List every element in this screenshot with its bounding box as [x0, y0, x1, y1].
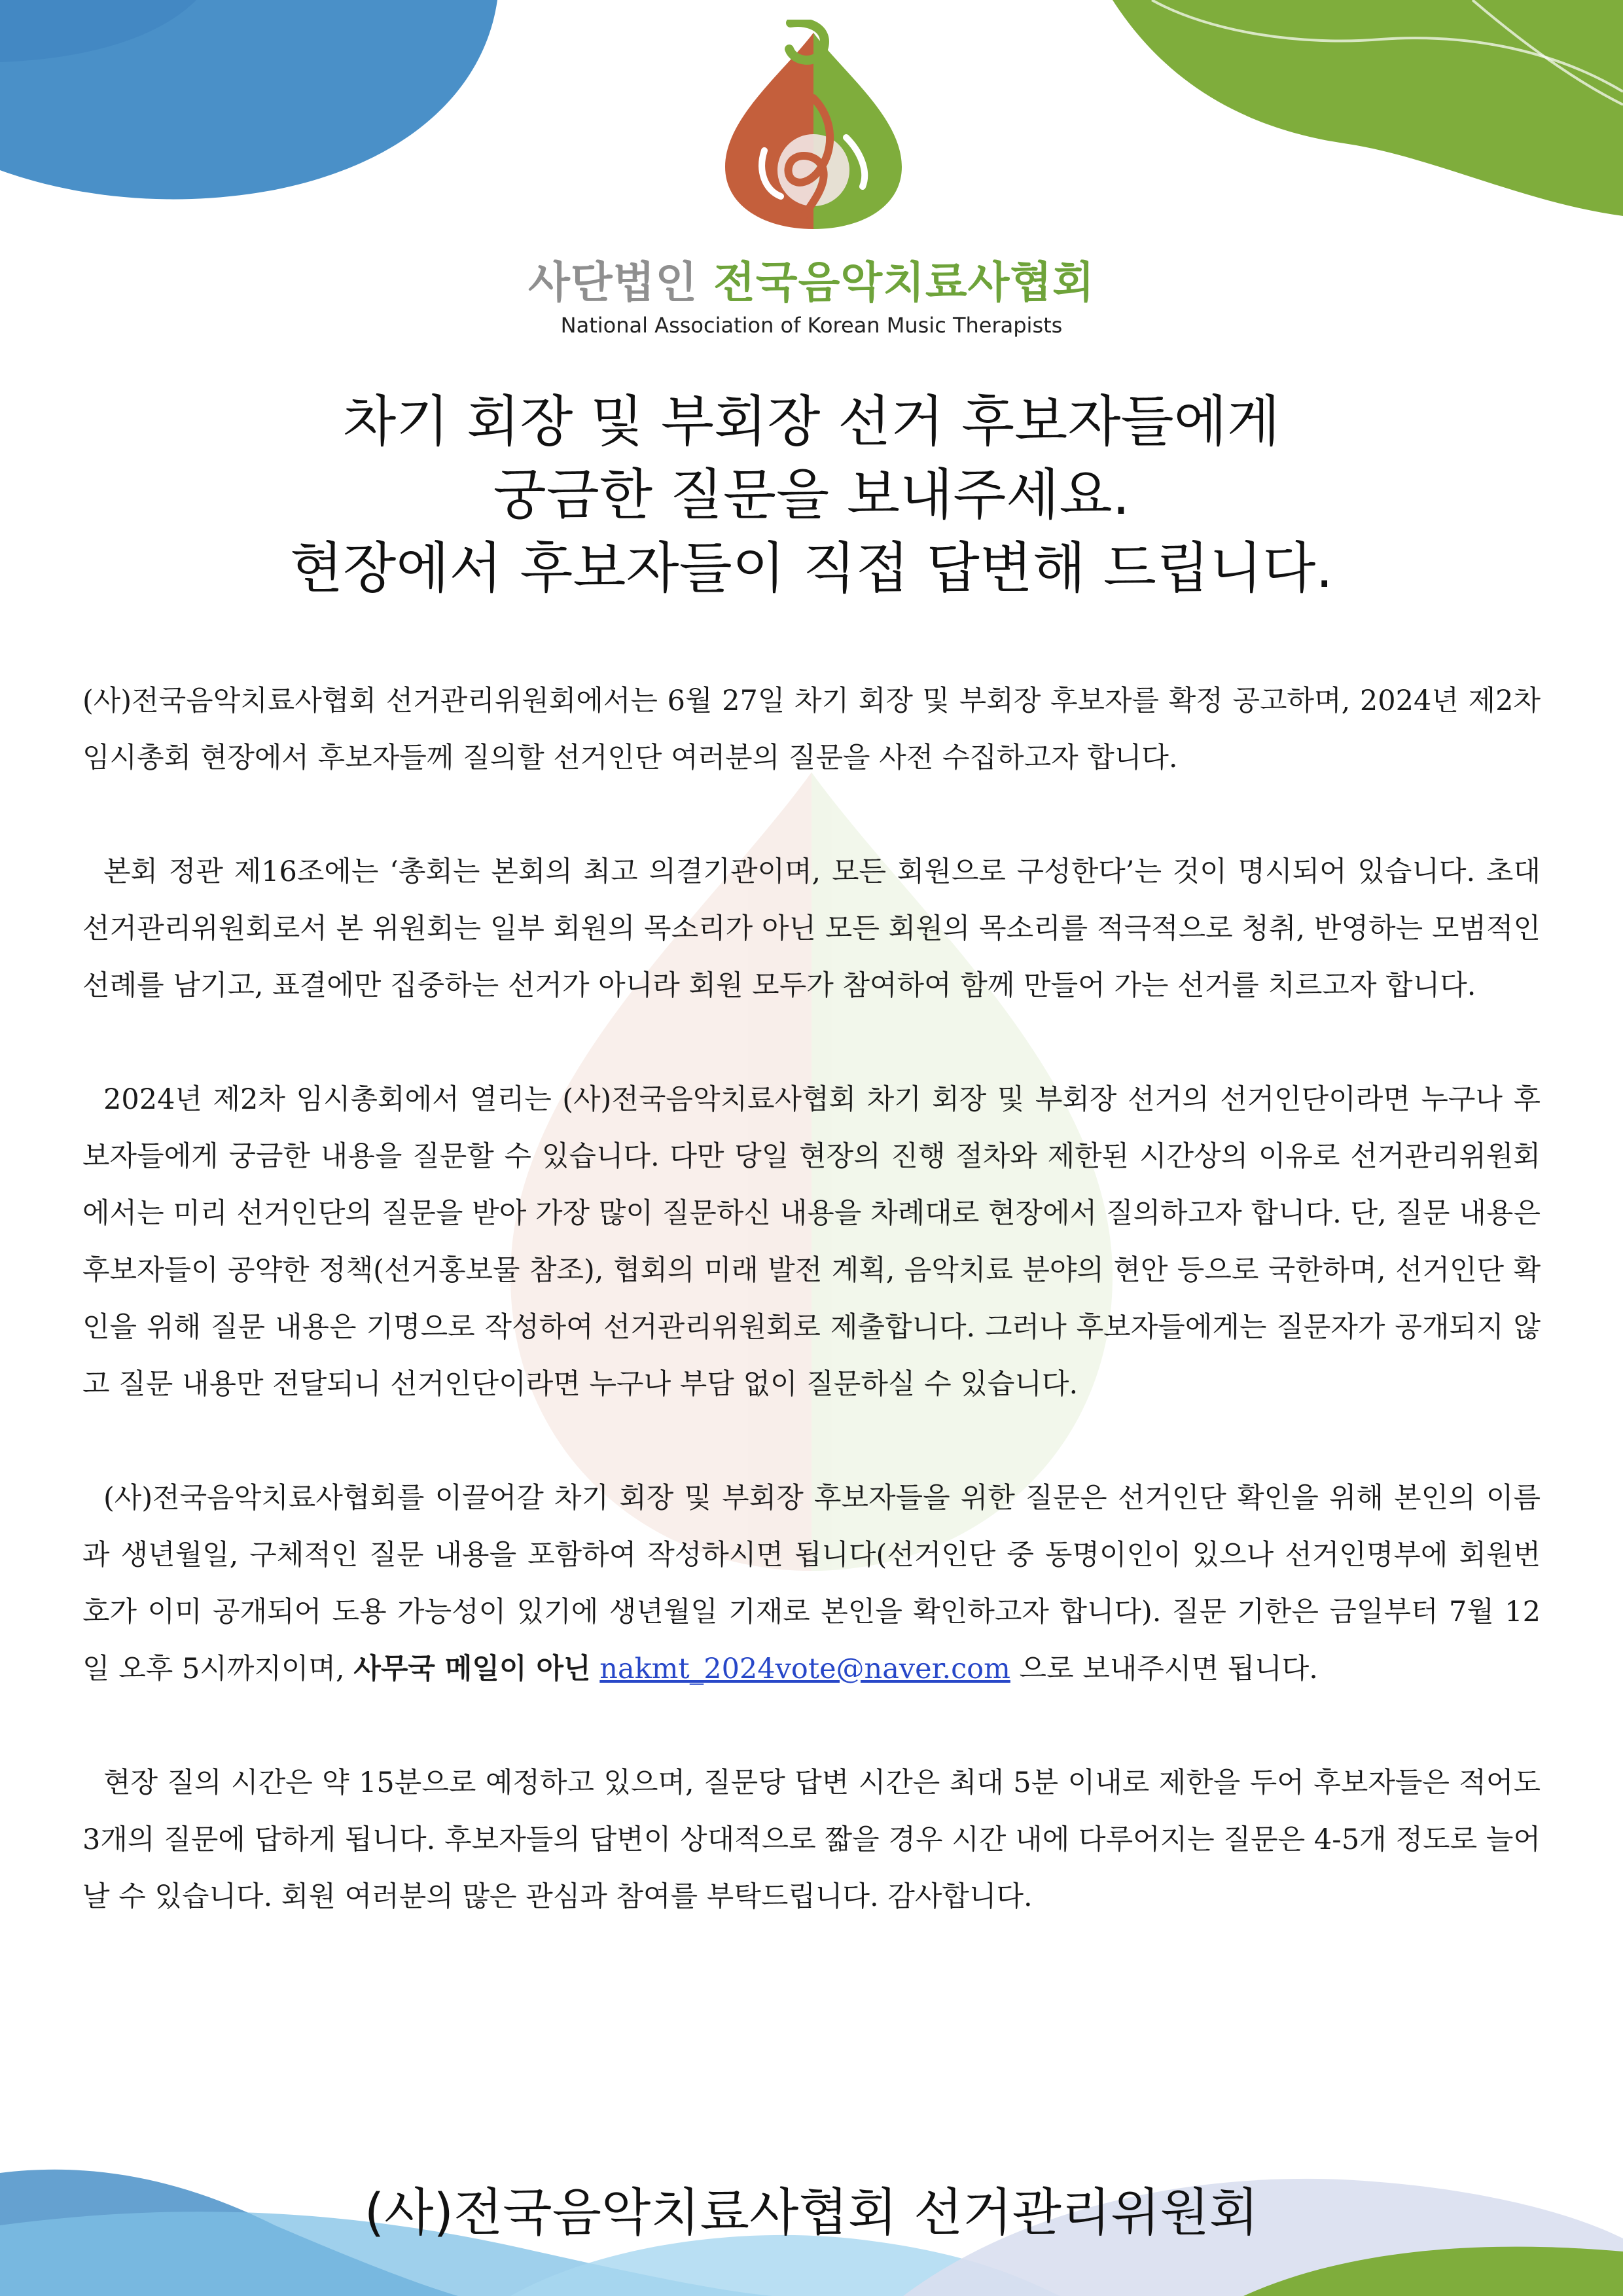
- submission-email-link[interactable]: nakmt_2024vote@naver.com: [599, 1653, 1010, 1685]
- organization-prefix: 사단법인: [528, 257, 698, 308]
- submission-closing-text: 으로 보내주시면 됩니다.: [1019, 1653, 1318, 1685]
- notice-body: [82, 673, 1541, 1982]
- headline-line-1: 차기 회장 및 부회장 선거 후보자들에게: [343, 389, 1280, 454]
- paragraph-bylaws: 본회 정관 제16조에는 ‘총회는 본회의 최고 의결기관이며, 모든 회원으로 구성한다’는 것이 명시되어 있습니다. 초대 선거관리위원회로서 본 위원회는 일부 회원의 목소리가 아닌 모든 회원의 목소리를 적극적으로 청취, 반영하는 모범적인 선례를 남기고, 표결에만 집중하는 선거가 아니라 회원 모두가 참여하여 함께 만들어 가는 선거를 치르고자 합니다.: [82, 855, 1541, 1002]
- headline: [0, 385, 1623, 605]
- organization-english-name: National Association of Korean Music Therapists: [560, 313, 1063, 338]
- association-logo: [712, 20, 915, 236]
- paragraph-schedule: 현장 질의 시간은 약 15분으로 예정하고 있으며, 질문당 답변 시간은 최대 5분 이내로 제한을 두어 후보자들은 적어도 3개의 질문에 답하게 됩니다. 후보자들의 답변이 상대적으로 짧을 경우 시간 내에 다루어지는 질문은 4-5개 정도로 늘어날 수 있습니다. 회원 여러분의 많은 관심과 참여를 부탁드립니다. 감사합니다.: [82, 1767, 1541, 1913]
- closing-signature: (사)전국음악치료사협회 선거관리위원회: [364, 2183, 1259, 2242]
- paragraph-intro: (사)전국음악치료사협회 선거관리위원회에서는 6월 27일 차기 회장 및 부회장 후보자를 확정 공고하며, 2024년 제2차 임시총회 현장에서 후보자들께 질의할 선거인단 여러분의 질문을 사전 수집하고자 합니다.: [82, 685, 1541, 774]
- headline-line-3: 현장에서 후보자들이 직접 답변해 드립니다.: [289, 536, 1334, 600]
- headline-line-2: 궁금한 질문을 보내주세요.: [493, 463, 1130, 527]
- submission-emphasis: 사무국 메일이 아닌: [353, 1653, 591, 1685]
- organization-name: [0, 247, 1623, 310]
- submission-text: (사)전국음악치료사협회를 이끌어갈 차기 회장 및 부회장 후보자들을 위한 질문은 선거인단 확인을 위해 본인의 이름과 생년월일, 구체적인 질문 내용을 포함하여 작성하시면 됩니다(선거인단 중 동명이인이 있으나 선거인명부에 회원번호가 이미 공개되어 도용 가능성이 있기에 생년월일 기재로 본인을 확인하고자 합니다). 질문 기한은 금일부터 7월 12일 오후 5시까지이며,: [82, 1482, 1541, 1685]
- paragraph-question-process: 2024년 제2차 임시총회에서 열리는 (사)전국음악치료사협회 차기 회장 및 부회장 선거의 선거인단이라면 누구나 후보자들에게 궁금한 내용을 질문할 수 있습니다. 다만 당일 현장의 진행 절차와 제한된 시간상의 이유로 선거관리위원회에서는 미리 선거인단의 질문을 받아 가장 많이 질문하신 내용을 차례대로 현장에서 질의하고자 합니다. 단, 질문 내용은 후보자들이 공약한 정책(선거홍보물 참조), 협회의 미래 발전 계획, 음악치료 분야의 현안 등으로 국한하며, 선거인단 확인을 위해 질문 내용은 기명으로 작성하여 선거관리위원회로 제출합니다. 그러나 후보자들에게는 질문자가 공개되지 않고 질문 내용만 전달되니 선거인단이라면 누구나 부담 없이 질문하실 수 있습니다.: [82, 1083, 1541, 1401]
- organization-title: 전국음악치료사협회: [713, 257, 1095, 308]
- paragraph-submission: [82, 1470, 1541, 1698]
